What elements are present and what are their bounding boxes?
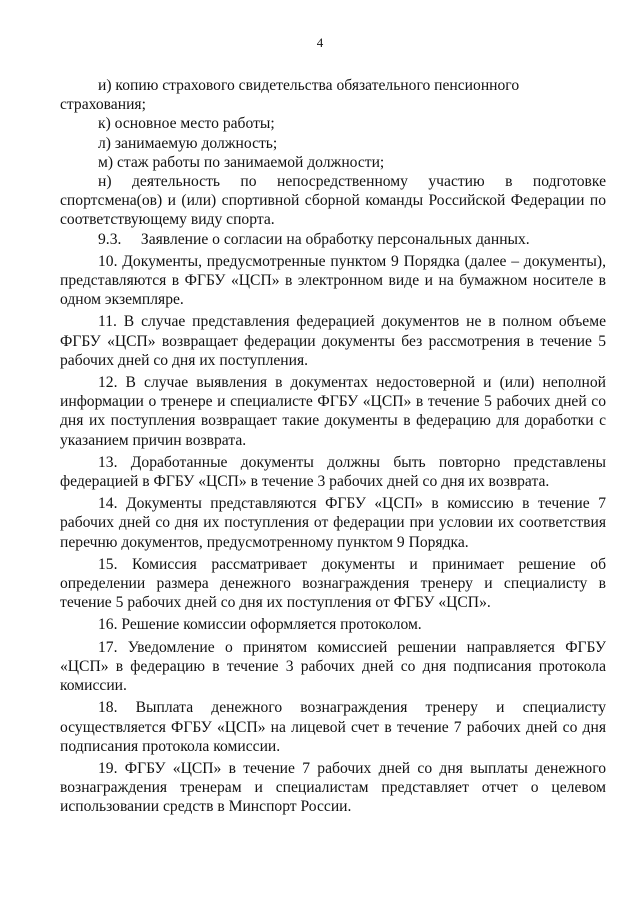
list-item-n: н) деятельность по непосредственному участию в подготовке спортсмена(ов) и (или) спортивной сборной команды Российской Федерации по соответствующему виду спорта.: [60, 173, 606, 229]
paragraph-15: 15. Комиссия рассматривает документы и принимает решение об определении размера денежного вознаграждения тренеру и специалисту в течение 5 рабочих дней со дня их поступления от ФГБУ «ЦСП».: [60, 555, 606, 612]
paragraph-13: 13. Доработанные документы должны быть повторно представлены федерацией в ФГБУ «ЦСП» в течение 3 рабочих дней со дня их возврата.: [60, 453, 606, 491]
paragraph-11: 11. В случае представления федерацией документов не в полном объеме ФГБУ «ЦСП» возвращает федерации документы без рассмотрения в течение 5 рабочих дней со дня их поступления.: [60, 313, 606, 369]
paragraph-10: 10. Документы, предусмотренные пунктом 9 Порядка (далее – документы), представляются в ФГБУ «ЦСП» в электронном виде и на бумажном носителе в одном экземпляре.: [60, 252, 606, 309]
list-item-i: и) копию страхового свидетельства обязательного пенсионного страхования;: [60, 77, 520, 114]
paragraph-14: 14. Документы представляются ФГБУ «ЦСП» в комиссию в течение 7 рабочих дней со дня их поступления от федерации при условии их соответствия перечню документов, предусмотренному пунктом 9 Порядка.: [60, 495, 606, 551]
paragraph-19: 19. ФГБУ «ЦСП» в течение 7 рабочих дней со дня выплаты денежного вознаграждения тренерам и специалистам представляет отчет о целевом использовании средств в Минспорт России.: [60, 759, 606, 816]
paragraph-17: 17. Уведомление о принятом комиссией решении направляется ФГБУ «ЦСП» в федерацию в течение 3 рабочих дней со дня подписания протокола комиссии.: [60, 638, 606, 695]
document-body: [60, 76, 606, 817]
paragraph-16: 16. Решение комиссии оформляется протоколом.: [98, 616, 422, 634]
list-item-l: л) занимаемую должность;: [98, 134, 278, 152]
list-item-m: м) стаж работы по занимаемой должности;: [98, 153, 385, 171]
page-number: 4: [316, 35, 324, 50]
paragraph-12: 12. В случае выявления в документах недостоверной и (или) неполной информации о тренере и специалисте ФГБУ «ЦСП» в течение 5 рабочих дней со дня их поступления возвращает такие документы в федерацию для доработки с указанием причин возврата.: [60, 374, 606, 449]
item-9-3: 9.3. Заявление о согласии на обработку персональных данных.: [98, 230, 530, 248]
paragraph-18: 18. Выплата денежного вознаграждения тренеру и специалисту осуществляется ФГБУ «ЦСП» на лицевой счет в течение 7 рабочих дней со дня подписания протокола комиссии.: [60, 699, 606, 755]
list-item-k: к) основное место работы;: [98, 115, 275, 133]
